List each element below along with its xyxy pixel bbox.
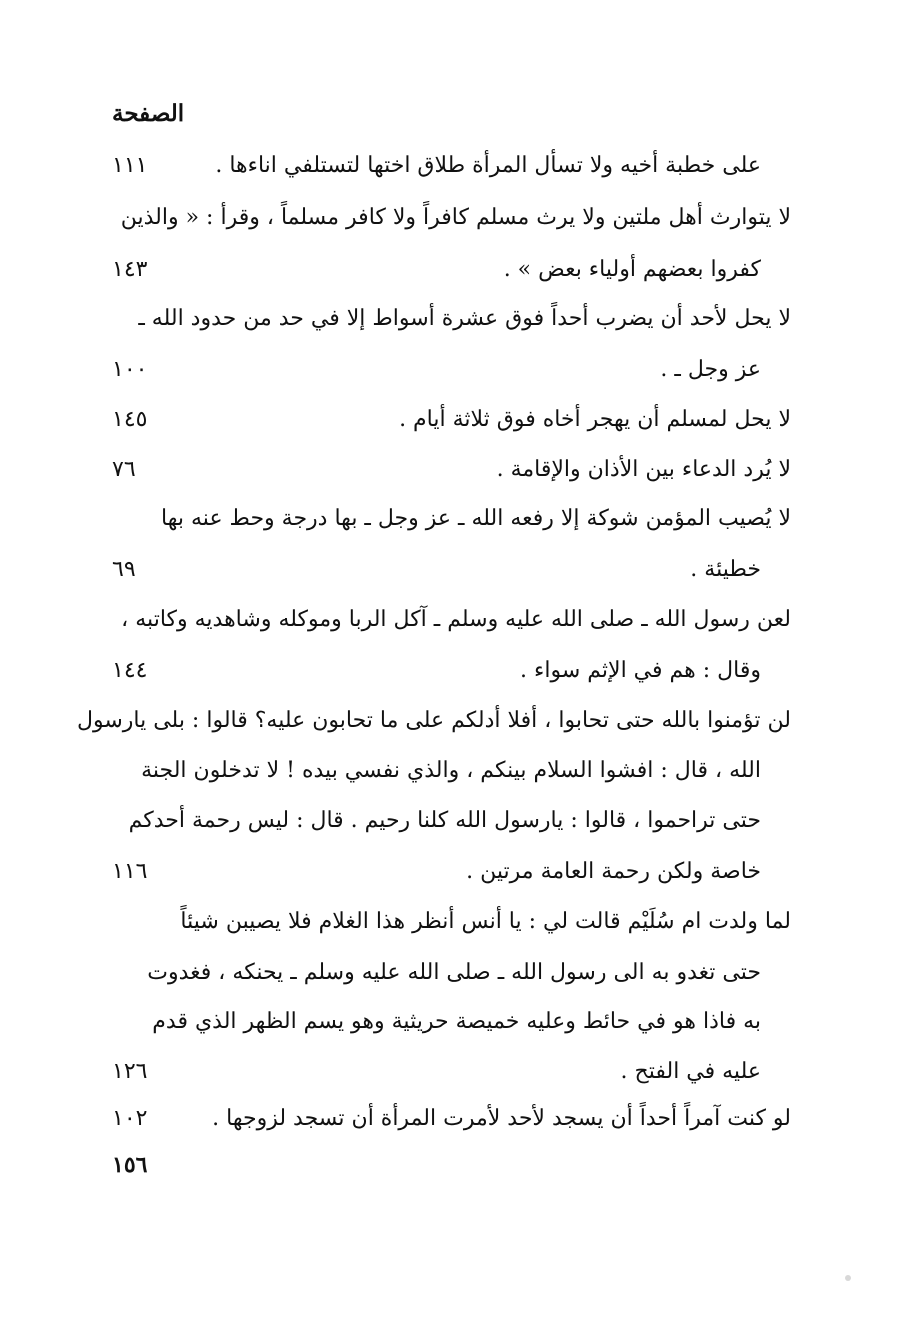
entry-line: لا يحل لمسلم أن يهجر أخاه فوق ثلاثة أيام .	[399, 407, 791, 432]
entry-line: لعن رسول الله ـ صلى الله عليه وسلم ـ آكل الربا وموكله وشاهديه وكاتبه ،	[121, 607, 791, 632]
entry-line: كفروا بعضهم أولياء بعض » .	[503, 257, 761, 282]
page-reference: ١٤٥	[112, 407, 148, 432]
entry-line: به فاذا هو في حائط وعليه خميصة حريثية وهو يسم الظهر الذي قدم	[152, 1009, 761, 1034]
entry-line: لا يتوارث أهل ملتين ولا يرث مسلم كافراً ولا كافر مسلماً ، وقرأ : « والذين	[120, 205, 791, 230]
entry-line: لا يحل لأحد أن يضرب أحداً فوق عشرة أسواط إلا في حد من حدود الله ـ	[138, 306, 791, 331]
entry-line: خاصة ولكن رحمة العامة مرتين .	[466, 859, 761, 884]
page-reference: ١١٦	[112, 859, 148, 884]
page-reference: ١٤٤	[112, 658, 148, 683]
entry-line: حتى تغدو به الى رسول الله ـ صلى الله عليه وسلم ـ يحنكه ، فغدوت	[147, 960, 761, 985]
entry-line: عز وجل ـ .	[660, 357, 761, 382]
page-column-header: الصفحة	[112, 100, 185, 127]
entry-line: لو كنت آمراً أحداً أن يسجد لأحد لأمرت المرأة أن تسجد لزوجها .	[212, 1106, 791, 1131]
entry-line: حتى تراحموا ، قالوا : يارسول الله كلنا رحيم . قال : ليس رحمة أحدكم	[128, 808, 761, 833]
entry-line: خطيئة .	[690, 557, 761, 582]
entry-line: لما ولدت ام سُلَيْم قالت لي : يا أنس أنظر هذا الغلام فلا يصيبن شيئاً	[180, 909, 791, 934]
page-reference: ١٤٣	[112, 257, 148, 282]
scan-speck	[845, 1275, 851, 1281]
page-reference: ١٢٦	[112, 1059, 148, 1084]
entry-line: لا يُرد الدعاء بين الأذان والإقامة .	[496, 457, 791, 482]
entry-line: على خطبة أخيه ولا تسأل المرأة طلاق اختها لتستلفي اناءها .	[215, 153, 761, 178]
page-reference: ٧٦	[112, 457, 136, 482]
page-reference: ١١١	[112, 153, 148, 178]
entry-line: وقال : هم في الإثم سواء .	[520, 658, 761, 683]
entry-line: عليه في الفتح .	[620, 1059, 761, 1084]
page-reference: ٦٩	[112, 557, 136, 582]
page-reference: ١٠٠	[112, 357, 148, 382]
entry-line: الله ، قال : افشوا السلام بينكم ، والذي نفسي بيده ! لا تدخلون الجنة	[141, 758, 761, 783]
entry-line: لا يُصيب المؤمن شوكة إلا رفعه الله ـ عز وجل ـ بها درجة وحط عنه بها	[161, 506, 791, 531]
page-reference: ١٠٢	[112, 1106, 148, 1131]
page-number: ١٥٦	[112, 1152, 148, 1178]
entry-line: لن تؤمنوا بالله حتى تحابوا ، أفلا أدلكم على ما تحابون عليه؟ قالوا : بلى يارسول	[76, 708, 791, 733]
